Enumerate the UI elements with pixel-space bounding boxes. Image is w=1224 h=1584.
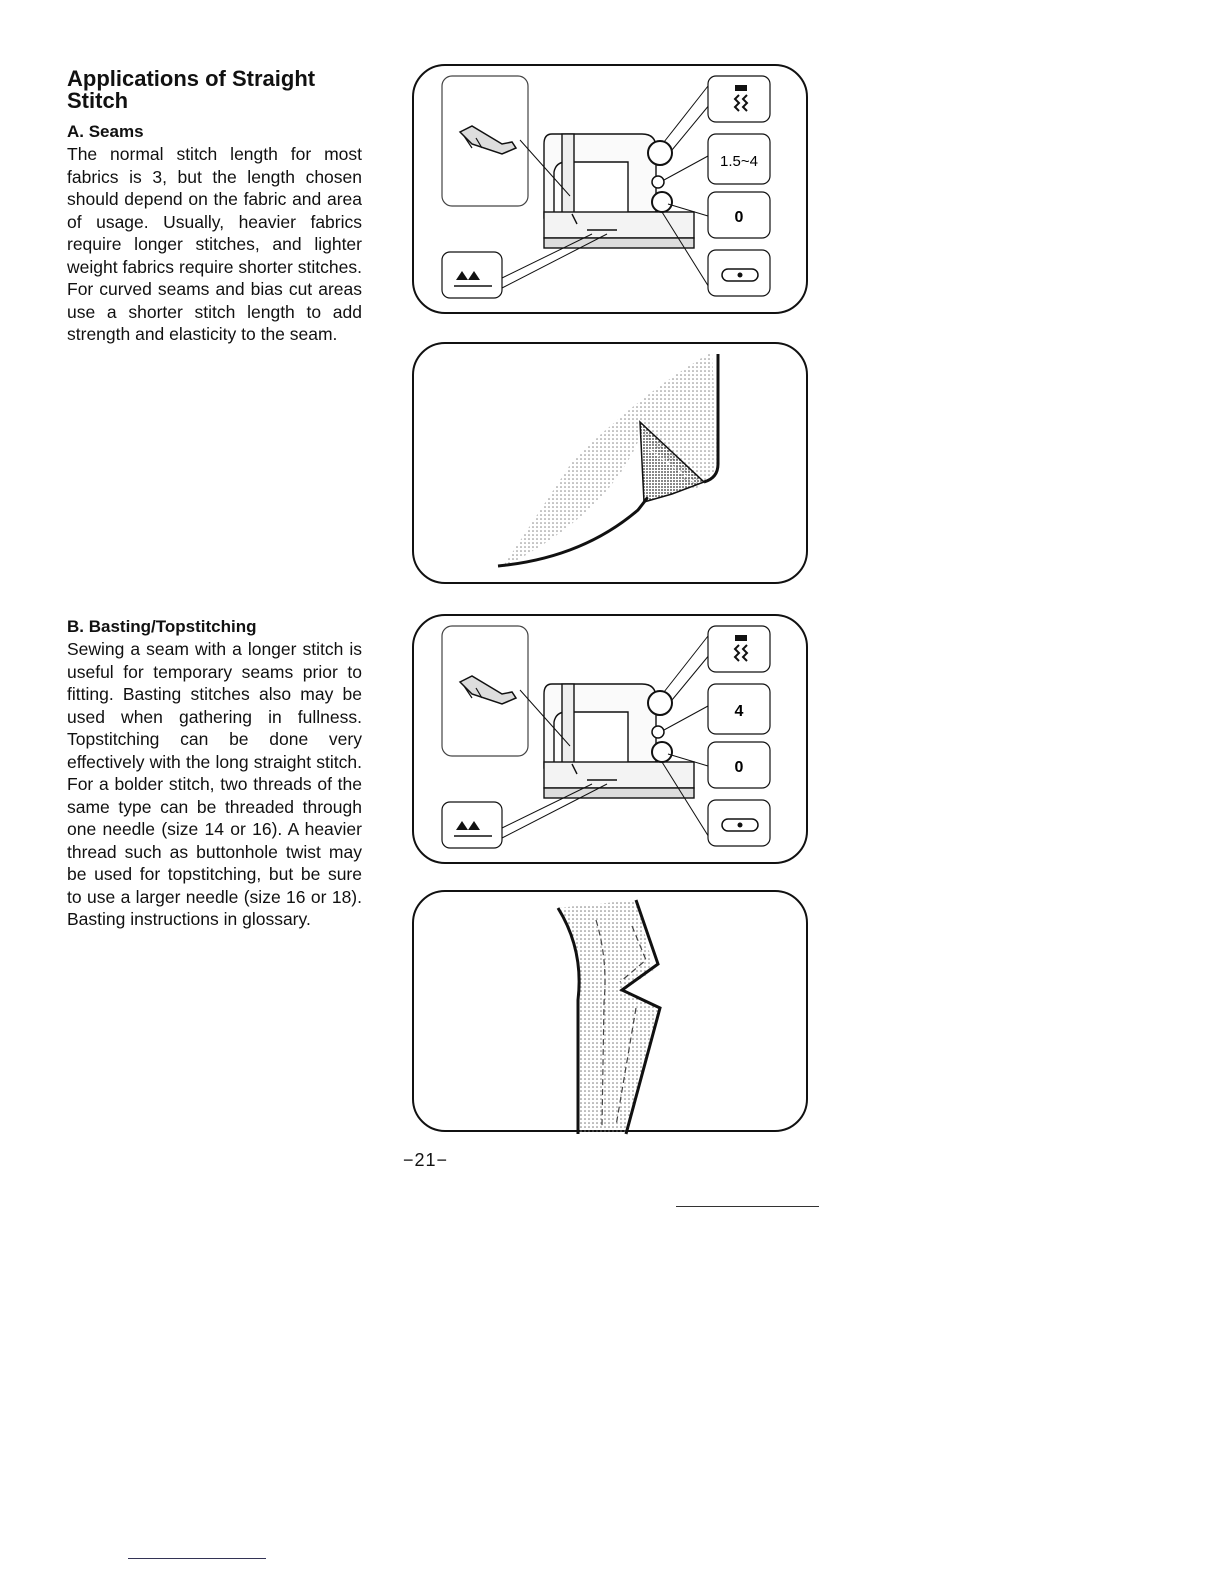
stitch-length-value: 4 xyxy=(734,703,744,720)
stitch-width-value: 0 xyxy=(734,759,744,776)
divider-line xyxy=(128,1558,266,1559)
page-title: Applications of Straight Stitch xyxy=(67,66,316,113)
section-a-heading: A. Seams xyxy=(67,122,144,141)
presser-foot-icon xyxy=(442,626,528,756)
machine-settings-figure-b xyxy=(412,614,810,866)
topstitching-illustration xyxy=(412,890,810,1136)
page-number: −21− xyxy=(403,1150,449,1170)
length-dial-icon xyxy=(652,726,664,738)
pattern-dial-icon xyxy=(648,691,672,715)
width-dial-icon xyxy=(652,192,672,212)
curved-seam-illustration xyxy=(412,342,810,586)
width-dial-icon xyxy=(652,742,672,762)
stitch-pattern-box xyxy=(708,76,770,122)
section-a-text xyxy=(67,68,362,346)
machine-settings-figure-a xyxy=(412,64,810,316)
divider-line xyxy=(676,1206,819,1207)
stitch-width-value: 0 xyxy=(734,209,744,226)
stitch-length-value: 1.5~4 xyxy=(720,153,758,170)
section-b-body: Sewing a seam with a longer stitch is useful for temporary seams prior to fitting. Basting stitches also may be used when gathering in fullness. Topstitching can be done very effectively with the long straight stitch. For a bolder stitch, two threads of the same type can be threaded through one needle (size 14 or 16). A heavier thread such as buttonhole twist may be used for topstitching, but be sure to use a larger needle (size 16 or 18). Basting instructions in glossary. xyxy=(67,639,362,929)
presser-foot-icon xyxy=(442,76,528,206)
stitch-pattern-box xyxy=(708,626,770,672)
section-a-body: The normal stitch length for most fabrics is 3, but the length chosen should depend on the fabric and area of usage. Usually, heavier fabrics require longer stitches, and lighter weight fabrics require shorter stitches. For curved seams and bias cut areas use a shorter stitch length to add strength and elasticity to the seam. xyxy=(67,144,362,344)
length-dial-icon xyxy=(652,176,664,188)
pattern-dial-icon xyxy=(648,141,672,165)
section-b-text xyxy=(67,616,362,931)
section-b-heading: B. Basting/Topstitching xyxy=(67,617,257,636)
